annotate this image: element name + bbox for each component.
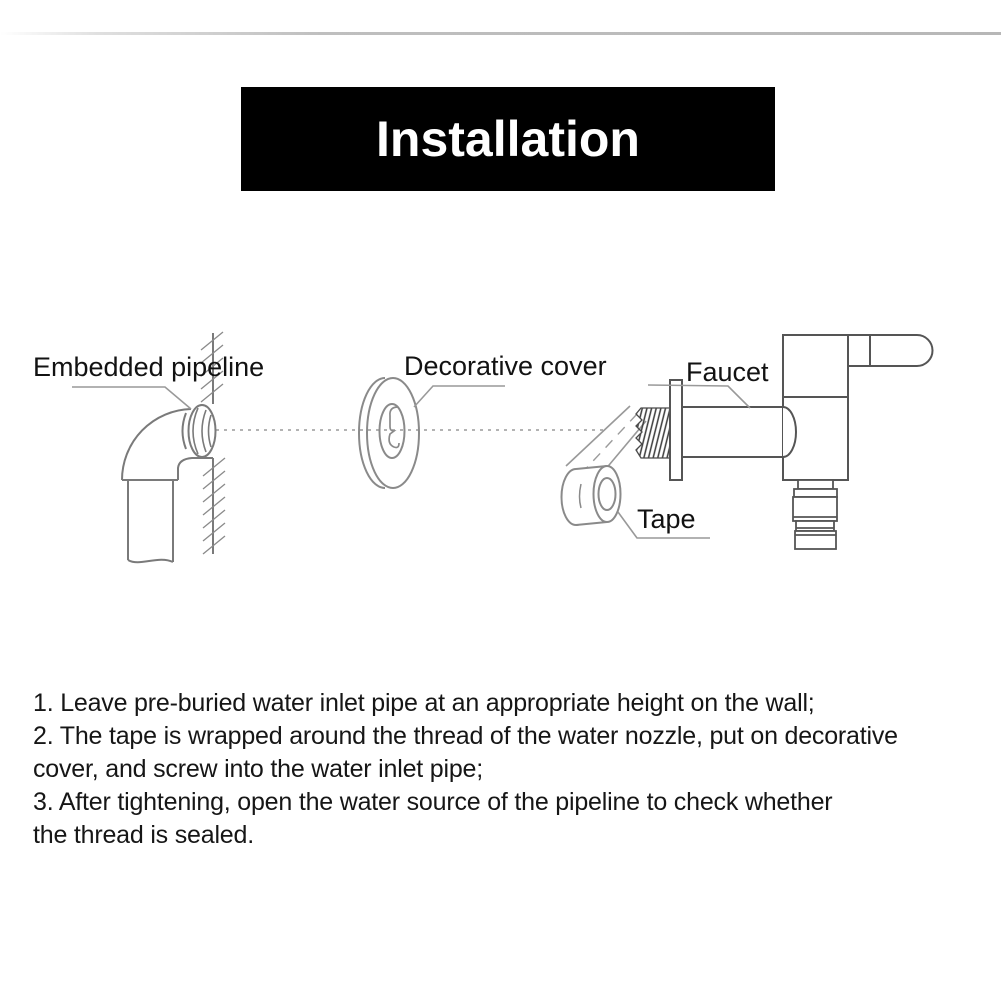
label-tape: Tape [637, 504, 696, 534]
faucet-handle [847, 335, 933, 366]
faucet-nozzle [793, 480, 837, 549]
instructions [33, 687, 991, 852]
banner-title: Installation [376, 111, 640, 167]
leader-decorative-cover [414, 386, 505, 407]
faucet-body [783, 335, 848, 480]
label-decorative-cover: Decorative cover [404, 351, 607, 381]
embedded-pipe [122, 405, 216, 562]
instruction-line: the thread is sealed. [33, 821, 254, 849]
decorative-cover [359, 378, 419, 488]
instruction-line: cover, and screw into the water inlet pipe; [33, 755, 483, 783]
faucet-thread [636, 408, 670, 458]
label-embedded-pipeline: Embedded pipeline [33, 352, 265, 382]
instruction-line: 3. After tightening, open the water source of the pipeline to check whether [33, 788, 833, 816]
instruction-line: 1. Leave pre-buried water inlet pipe at an appropriate height on the wall; [33, 689, 815, 717]
leader-faucet [648, 385, 750, 408]
tape-roll [562, 466, 621, 525]
label-faucet: Faucet [686, 357, 769, 387]
faucet-flange [670, 380, 682, 480]
instruction-line: 2. The tape is wrapped around the thread of the water nozzle, put on decorative [33, 722, 898, 750]
leader-embedded-pipeline [72, 387, 191, 409]
